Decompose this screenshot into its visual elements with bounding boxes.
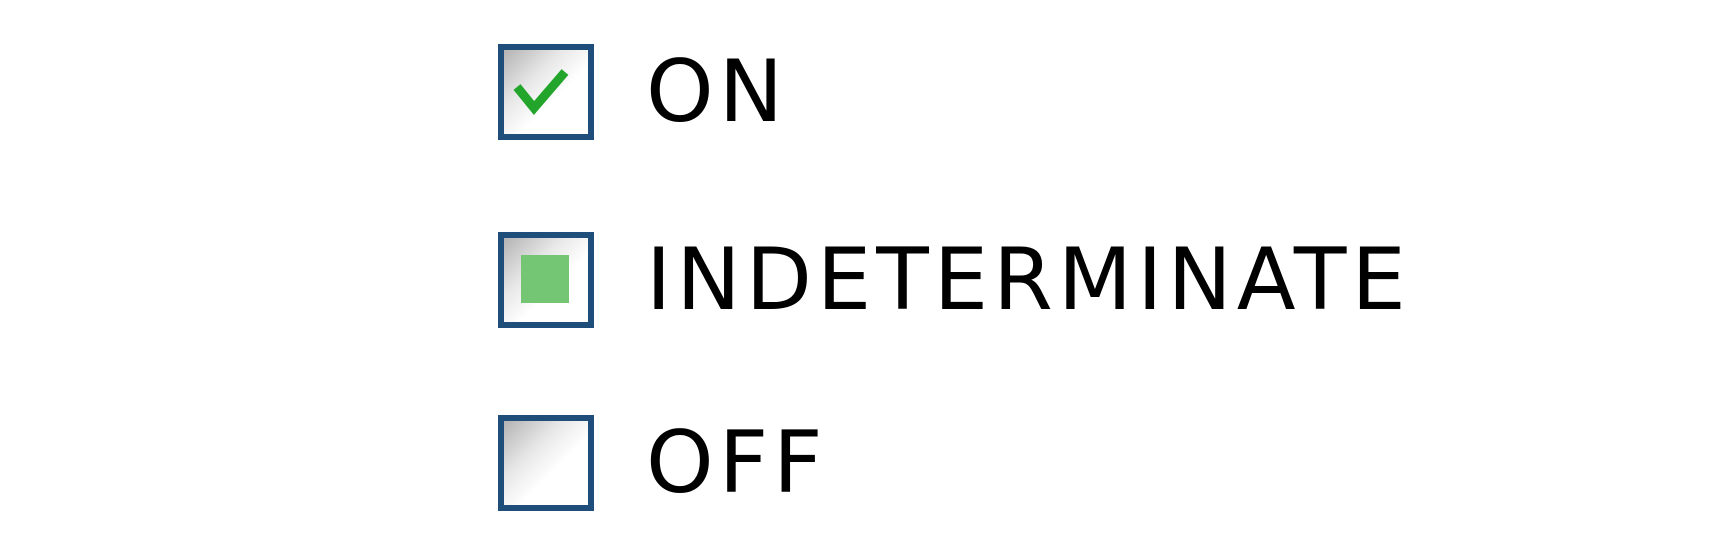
checkbox-option-on[interactable] [498,44,788,140]
indeterminate-square-icon [504,238,588,322]
checkbox-label-indeterminate: INDETERMINATE [646,230,1411,330]
checkbox-label-on: ON [646,42,789,142]
checkbox-indeterminate[interactable] [498,232,594,328]
check-icon [504,50,588,134]
checkbox-label-off: OFF [646,413,828,513]
checkbox-on[interactable] [498,44,594,140]
checkbox-option-indeterminate[interactable] [498,232,1411,328]
checkbox-off[interactable] [498,415,594,511]
checkbox-option-off[interactable] [498,415,828,511]
